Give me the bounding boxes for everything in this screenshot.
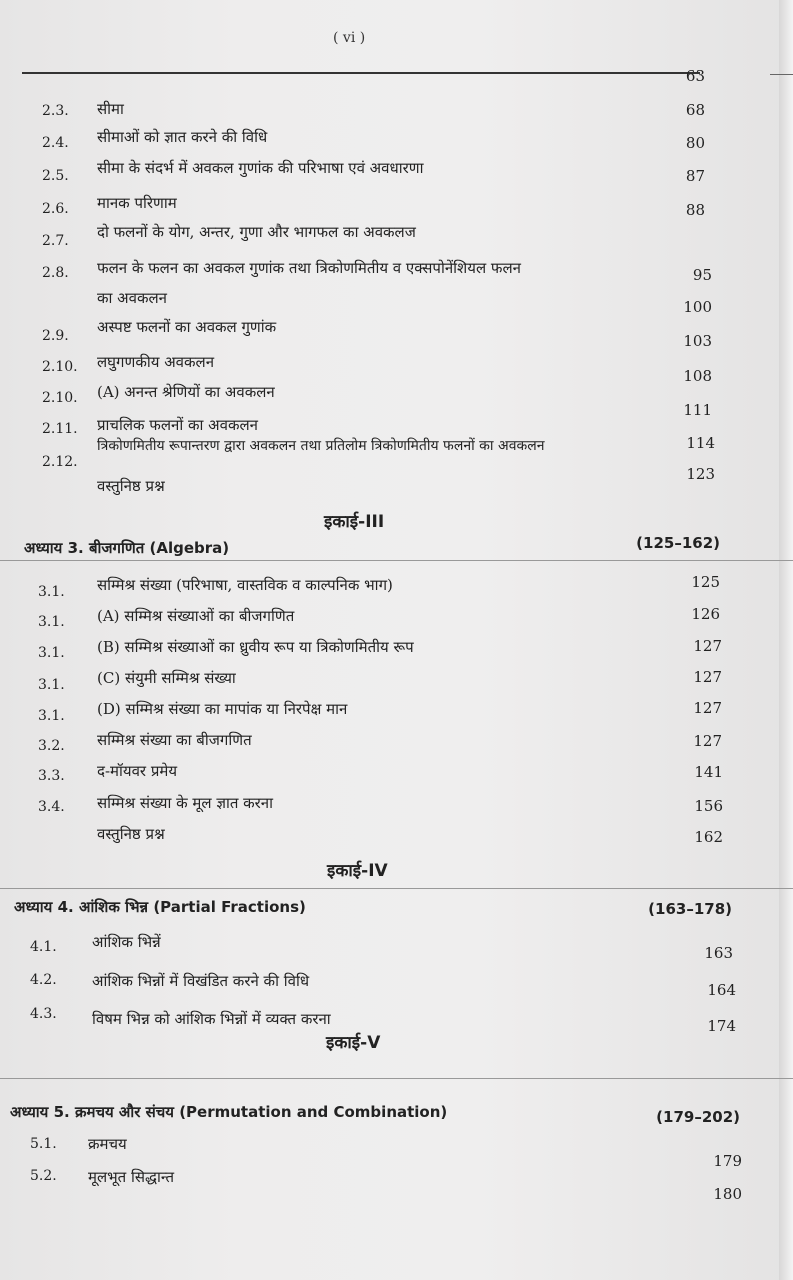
toc-item-page: 180 [713, 1185, 742, 1203]
chapter-heading: अध्याय 3. बीजगणित (Algebra) [24, 539, 230, 557]
toc-item-title: (D) सम्मिश्र संख्या का मापांक या निरपेक्ष मान [97, 700, 348, 718]
toc-item-number: 2.7. [42, 233, 69, 249]
toc-item-page: 100 [683, 298, 712, 316]
toc-item-page: 127 [693, 732, 722, 750]
toc-item-title: सम्मिश्र संख्या का बीजगणित [97, 731, 252, 749]
unit-divider [0, 888, 793, 889]
toc-item-number: 3.1. [38, 708, 65, 724]
continued-page-number: 63 [685, 67, 705, 85]
toc-item-number: 2.3. [42, 103, 69, 119]
toc-item-title: अस्पष्ट फलनों का अवकल गुणांक [97, 318, 277, 336]
toc-item-page: 108 [683, 367, 712, 385]
toc-item-page: 126 [691, 605, 720, 623]
toc-item-number: 3.1. [38, 614, 65, 630]
header-rule [22, 72, 700, 74]
toc-item-title: (C) संयुमी सम्मिश्र संख्या [97, 669, 236, 687]
toc-item-title: (B) सम्मिश्र संख्याओं का ध्रुवीय रूप या त्रिकोणमितीय रूप [97, 638, 414, 656]
toc-item-title: द-मॉयवर प्रमेय [97, 762, 178, 780]
toc-item-title: सीमा [97, 100, 124, 118]
chapter-page-range: (163–178) [648, 900, 732, 918]
toc-item-title: आंशिक भिन्नें [92, 933, 161, 951]
toc-item-number: 4.1. [30, 939, 57, 955]
toc-item-title: सम्मिश्र संख्या के मूल ज्ञात करना [97, 794, 274, 812]
toc-item-number: 4.3. [30, 1006, 57, 1022]
toc-item-title: सीमाओं को ज्ञात करने की विधि [97, 128, 268, 146]
toc-item-page: 123 [686, 465, 715, 483]
toc-item-page: 174 [707, 1017, 736, 1035]
toc-item-page: 111 [683, 401, 712, 419]
toc-item-title: (A) अनन्त श्रेणियों का अवकलन [97, 383, 275, 401]
unit-heading: इकाई-IV [327, 861, 388, 881]
toc-item-page: 164 [707, 981, 736, 999]
toc-item-number: 2.10. [42, 390, 78, 406]
toc-item-number: 2.4. [42, 135, 69, 151]
toc-item-title: (A) सम्मिश्र संख्याओं का बीजगणित [97, 607, 295, 625]
chapter-heading: अध्याय 4. आंशिक भिन्न (Partial Fractions) [14, 898, 306, 916]
toc-item-number: 3.3. [38, 768, 65, 784]
toc-item-page: 68 [685, 101, 705, 119]
toc-item-number: 5.1. [30, 1136, 57, 1152]
toc-item-page: 127 [693, 668, 722, 686]
toc-item-title: सम्मिश्र संख्या (परिभाषा, वास्तविक व काल्पनिक भाग) [97, 576, 393, 594]
unit-heading: इकाई-III [324, 512, 385, 532]
toc-item-page: 179 [713, 1152, 742, 1170]
toc-item-page: 114 [686, 434, 715, 452]
toc-item-number: 3.2. [38, 738, 65, 754]
toc-item-page: 88 [685, 201, 705, 219]
header-rule-right [770, 74, 793, 75]
toc-item-title: दो फलनों के योग, अन्तर, गुणा और भागफल का अवकलज [97, 223, 416, 241]
toc-item-number: 2.9. [42, 328, 69, 344]
toc-item-number: 3.4. [38, 799, 65, 815]
toc-item-title: क्रमचय [88, 1135, 127, 1153]
toc-item-number: 2.5. [42, 168, 69, 184]
toc-item-title: वस्तुनिष्ठ प्रश्न [97, 477, 165, 495]
toc-item-title: प्राचलिक फलनों का अवकलन [97, 416, 258, 434]
toc-item-number: 2.8. [42, 265, 69, 281]
toc-item-title: लघुगणकीय अवकलन [97, 353, 215, 371]
toc-item-page: 103 [683, 332, 712, 350]
chapter-divider [0, 560, 793, 561]
toc-item-title: आंशिक भिन्नों में विखंडित करने की विधि [92, 972, 310, 990]
toc-item-page: 141 [694, 763, 723, 781]
toc-item-page: 95 [692, 266, 712, 284]
toc-item-title: फलन के फलन का अवकल गुणांक तथा त्रिकोणमितीय व एक्सपोनेंशियल फलन [97, 259, 521, 277]
toc-item-page: 87 [685, 167, 705, 185]
toc-item-title: विषम भिन्न को आंशिक भिन्नों में व्यक्त करना [92, 1010, 331, 1028]
toc-item-page: 125 [691, 573, 720, 591]
toc-item-title: का अवकलन [97, 289, 167, 307]
unit-divider [0, 1078, 793, 1079]
chapter-page-range: (179–202) [656, 1108, 740, 1126]
chapter-heading: अध्याय 5. क्रमचय और संचय (Permutation and Combination) [10, 1103, 448, 1121]
toc-item-number: 3.1. [38, 645, 65, 661]
toc-item-number: 2.10. [42, 359, 78, 375]
toc-item-number: 2.12. [42, 454, 78, 470]
toc-item-number: 4.2. [30, 972, 57, 988]
toc-item-page: 80 [685, 134, 705, 152]
toc-item-page: 127 [693, 637, 722, 655]
toc-item-title: त्रिकोणमितीय रूपान्तरण द्वारा अवकलन तथा प्रतिलोम त्रिकोणमितीय फलनों का अवकलन [97, 438, 545, 454]
toc-item-title: सीमा के संदर्भ में अवकल गुणांक की परिभाषा एवं अवधारणा [97, 159, 424, 177]
toc-item-title: मूलभूत सिद्धान्त [88, 1168, 175, 1186]
toc-item-page: 162 [694, 828, 723, 846]
toc-item-page: 156 [694, 797, 723, 815]
unit-heading: इकाई-V [326, 1033, 381, 1053]
toc-item-number: 3.1. [38, 677, 65, 693]
chapter-page-range: (125–162) [636, 534, 720, 552]
toc-item-title: वस्तुनिष्ठ प्रश्न [97, 825, 165, 843]
toc-item-number: 2.6. [42, 201, 69, 217]
toc-item-number: 5.2. [30, 1168, 57, 1184]
toc-item-page: 127 [693, 699, 722, 717]
page-number-header: ( vi ) [333, 30, 366, 46]
page-edge [779, 0, 793, 1280]
toc-item-number: 2.11. [42, 421, 78, 437]
toc-item-title: मानक परिणाम [97, 194, 177, 212]
toc-item-number: 3.1. [38, 584, 65, 600]
toc-item-page: 163 [704, 944, 733, 962]
